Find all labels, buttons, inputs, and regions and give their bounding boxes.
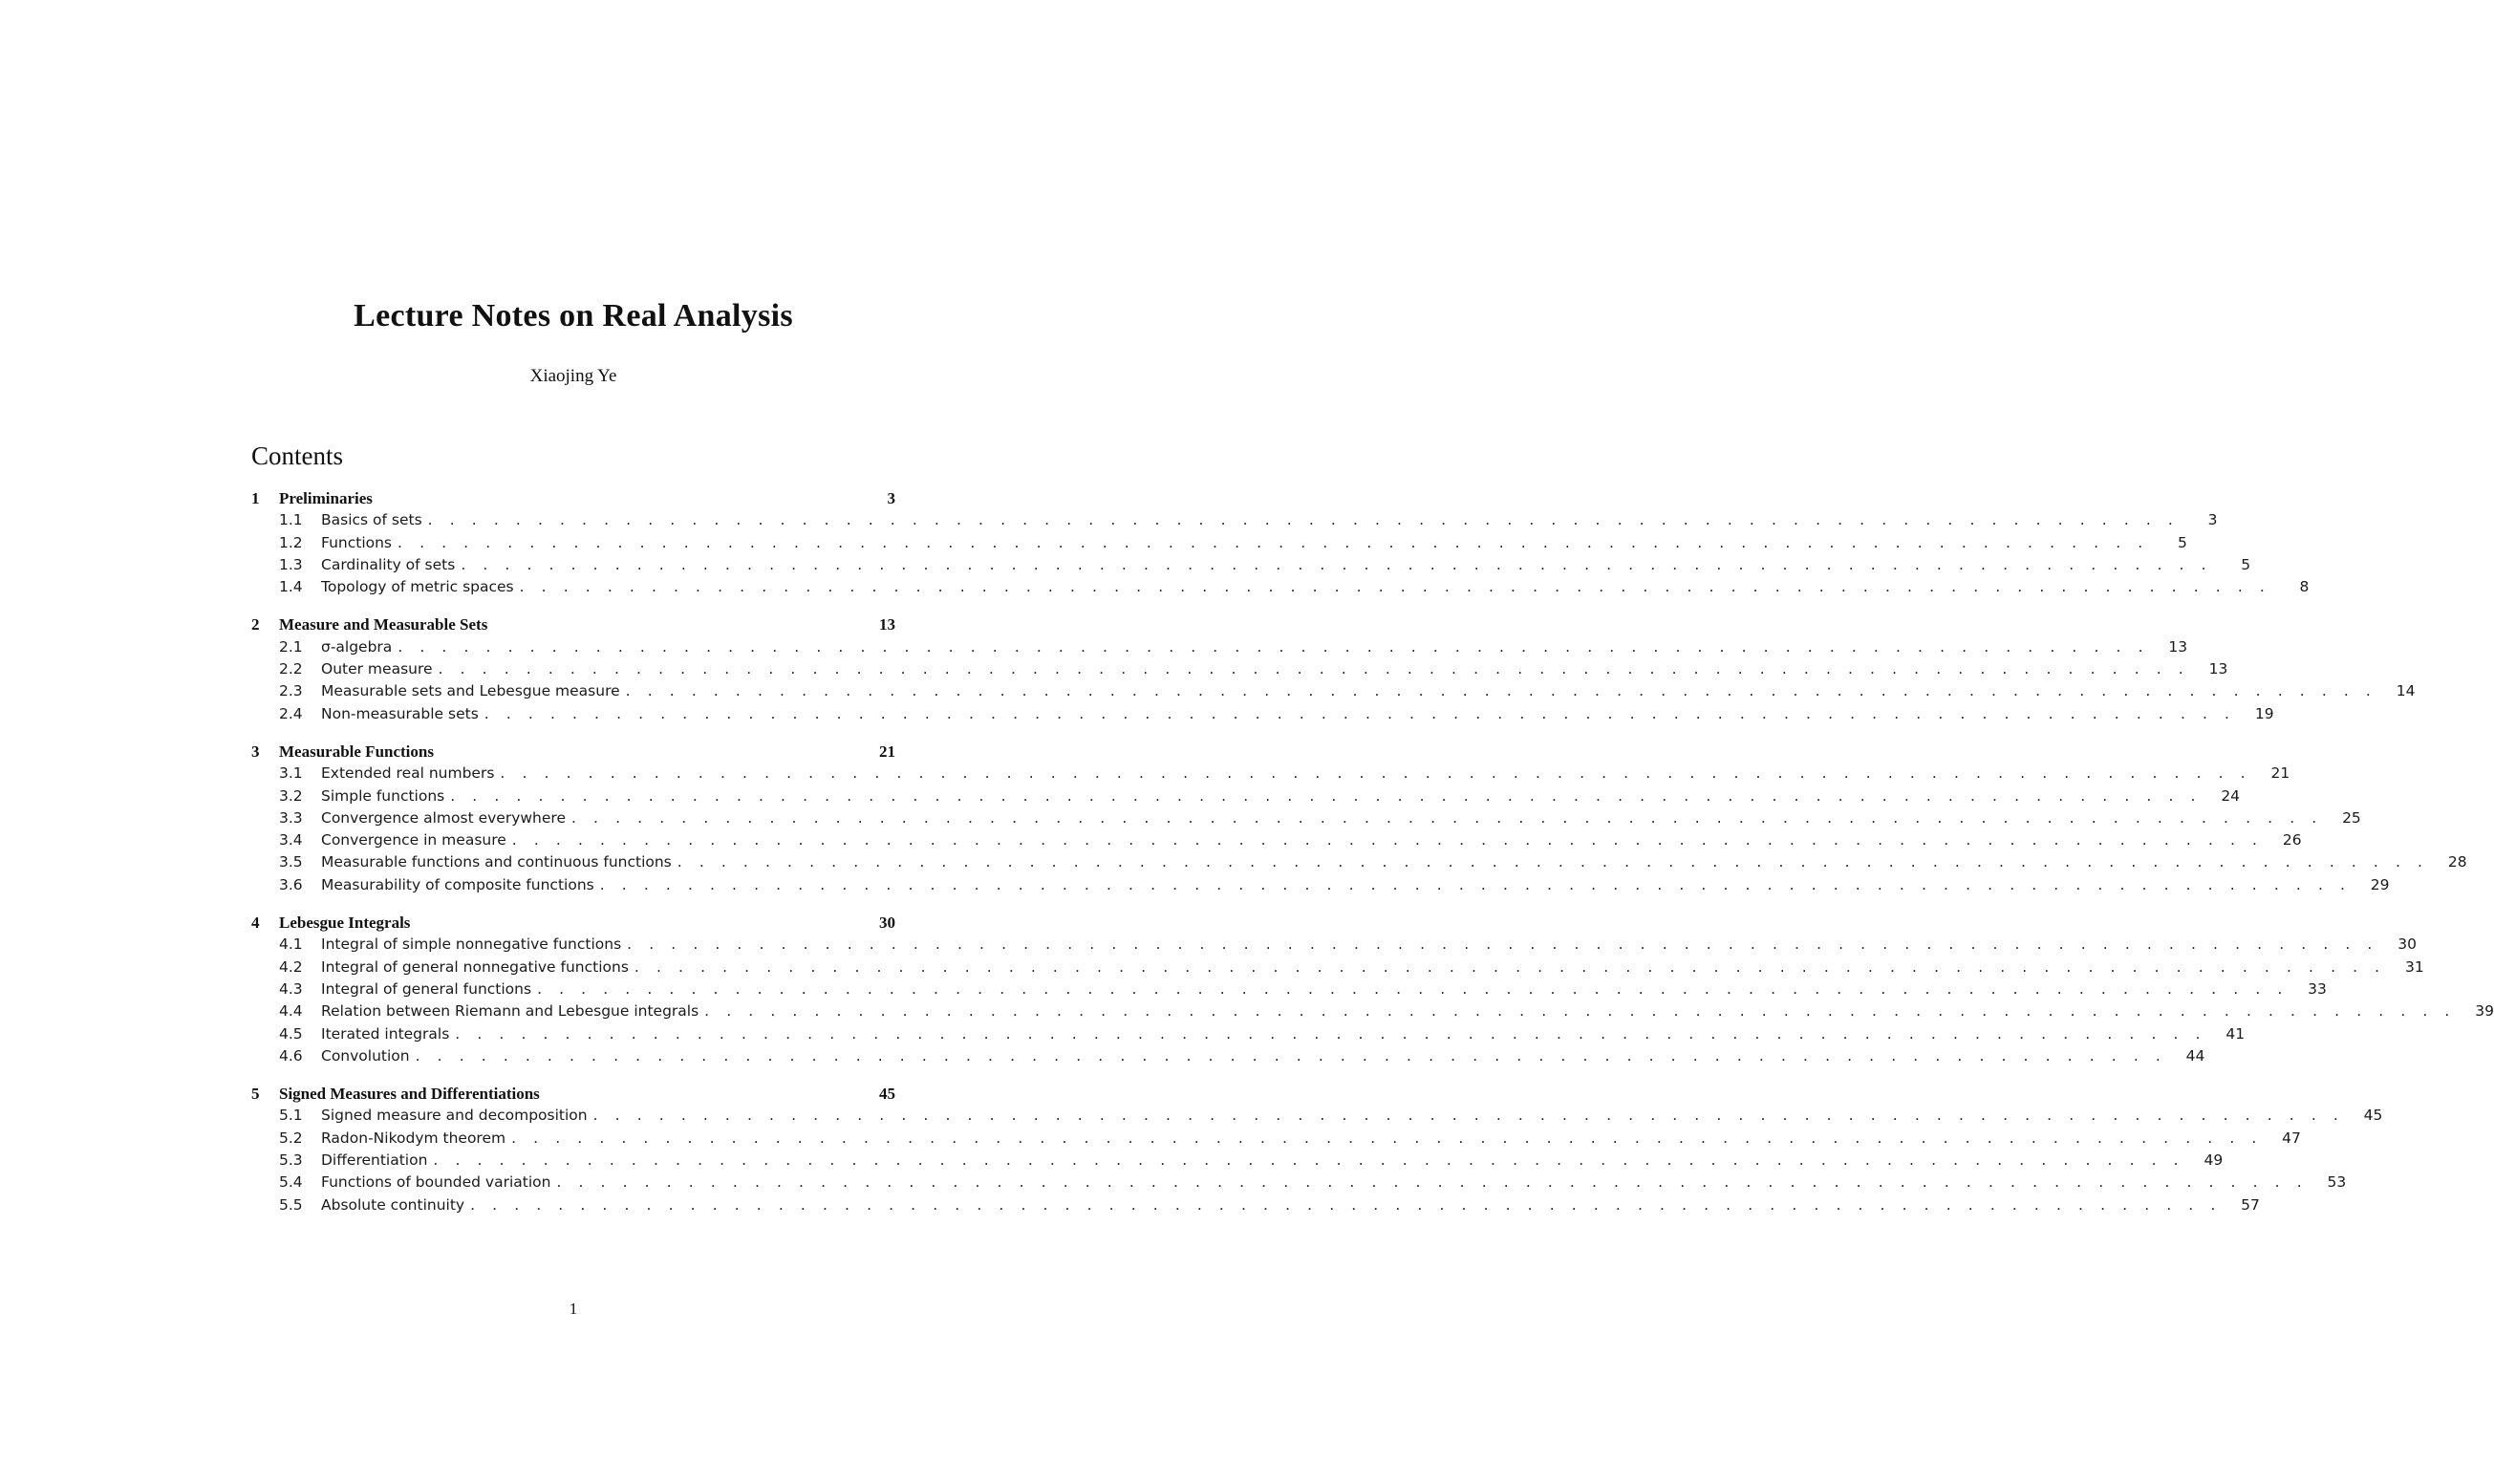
- toc-dot-leader: . . . . . . . . . . . . . . . . . . . . . . . . . . . . . . . . . . . . . . . . . . . . . . . . . . . . . . . . . . . . . . . . . . . . . . . . . . . . . . . .: [625, 682, 2377, 700]
- toc-section-entry[interactable]: [251, 1150, 2224, 1172]
- toc-chapter-title: Measurable Functions: [279, 742, 434, 761]
- toc-section-page: 53: [2327, 1173, 2347, 1192]
- toc-section-page: 5: [2241, 555, 2251, 573]
- toc-section-number: 4.5: [279, 1024, 303, 1043]
- toc-chapter: [251, 741, 2467, 896]
- toc-dot-leader: . . . . . . . . . . . . . . . . . . . . . . . . . . . . . . . . . . . . . . . . . . . . . . . . . . . . . . . . . . . . . . . . . . . . . . . . . . . . . . . .: [511, 831, 2264, 850]
- table-of-contents: [251, 487, 2494, 1232]
- toc-dot-leader: . . . . . . . . . . . . . . . . . . . . . . . . . . . . . . . . . . . . . . . . . . . . . . . . . . . . . . . . . . . . . . . . . . . . . . . . . . . . . . . .: [592, 1107, 2345, 1125]
- toc-section-number: 4.2: [279, 957, 303, 976]
- toc-section-entry[interactable]: [251, 554, 2251, 576]
- toc-section-entry[interactable]: [251, 1000, 2494, 1022]
- toc-section-title: Differentiation: [321, 1151, 428, 1170]
- toc-section-title: Radon-Nikodym theorem: [321, 1129, 506, 1147]
- toc-chapter-title: Measure and Measurable Sets: [279, 615, 488, 634]
- toc-dot-leader: . . . . . . . . . . . . . . . . . . . . . . . . . . . . . . . . . . . . . . . . . . . . . . . . . . . . . . . . . . . . . . . . . . . . . . . . . . . . . . . .: [438, 660, 2190, 678]
- toc-section-number: 3.3: [279, 808, 303, 827]
- toc-dot-leader: . . . . . . . . . . . . . . . . . . . . . . . . . . . . . . . . . . . . . . . . . . . . . . . . . . . . . . . . . . . . . . . . . . . . . . . . . . . . . . . .: [470, 1195, 2222, 1214]
- author-name: Xiaojing Ye: [529, 366, 617, 386]
- toc-section-title: Signed measure and decomposition: [321, 1107, 588, 1125]
- toc-section-title: Functions of bounded variation: [321, 1173, 551, 1192]
- toc-section-page: 30: [2397, 936, 2417, 954]
- toc-section-number: 3.4: [279, 831, 303, 850]
- toc-section-number: 5.4: [279, 1173, 303, 1192]
- toc-section-page: 8: [2299, 578, 2310, 596]
- toc-section-entry[interactable]: [251, 532, 2187, 554]
- toc-section-page: 21: [2270, 764, 2290, 783]
- toc-section-page: 25: [2342, 808, 2361, 827]
- toc-section-entry[interactable]: [251, 785, 2241, 807]
- toc-dot-leader: . . . . . . . . . . . . . . . . . . . . . . . . . . . . . . . . . . . . . . . . . . . . . . . . . . . . . . . . . . . . . . . . . . . . . . . . . . . . . . . .: [433, 1151, 2185, 1170]
- toc-dot-leader: . . . . . . . . . . . . . . . . . . . . . . . . . . . . . . . . . . . . . . . . . . . . . . . . . . . . . . . . . . . . . . . . . . . . . . . . . . . . . . . .: [634, 957, 2386, 976]
- toc-section-page: 3: [2207, 511, 2218, 529]
- toc-section-entry[interactable]: [251, 1045, 2205, 1067]
- toc-dot-leader: . . . . . . . . . . . . . . . . . . . . . . . . . . . . . . . . . . . . . . . . . . . . . . . . . . . . . . . . . . . . . . . . . . . . . . . . . . . . . . . .: [398, 637, 2150, 656]
- toc-section-entry[interactable]: [251, 658, 2228, 680]
- toc-chapter-number: 5: [251, 1085, 260, 1104]
- toc-section-entry[interactable]: [251, 703, 2274, 725]
- toc-dot-leader: . . . . . . . . . . . . . . . . . . . . . . . . . . . . . . . . . . . . . . . . . . . . . . . . . . . . . . . . . . . . . . . . . . . . . . . . . . . . . . . .: [415, 1046, 2167, 1065]
- toc-chapter-title: Preliminaries: [279, 489, 373, 507]
- toc-chapter-page: 13: [879, 615, 895, 634]
- toc-section-title: σ-algebra: [321, 637, 393, 656]
- toc-section-title: Measurable functions and continuous functions: [321, 853, 672, 871]
- toc-section-number: 2.4: [279, 704, 303, 722]
- toc-chapter-title: Signed Measures and Differentiations: [279, 1085, 540, 1104]
- toc-section-title: Measurability of composite functions: [321, 875, 594, 893]
- toc-chapter: [251, 912, 2494, 1067]
- toc-dot-leader: . . . . . . . . . . . . . . . . . . . . . . . . . . . . . . . . . . . . . . . . . . . . . . . . . . . . . . . . . . . . . . . . . . . . . . . . . . . . . . . .: [484, 704, 2236, 722]
- toc-section-entry[interactable]: [251, 576, 2310, 598]
- toc-section-number: 4.4: [279, 1002, 303, 1021]
- toc-section-title: Integral of general nonnegative functions: [321, 957, 629, 976]
- toc-section-number: 1.2: [279, 533, 303, 551]
- toc-section-page: 44: [2185, 1046, 2205, 1065]
- document-title: Lecture Notes on Real Analysis: [354, 298, 793, 333]
- toc-section-number: 5.2: [279, 1129, 303, 1147]
- toc-section-number: 3.6: [279, 875, 303, 893]
- toc-chapter-number: 1: [251, 489, 260, 507]
- toc-section-entry[interactable]: [251, 874, 2390, 896]
- toc-section-number: 2.1: [279, 637, 303, 656]
- toc-section-entry[interactable]: [251, 807, 2361, 829]
- toc-section-page: 47: [2282, 1129, 2301, 1147]
- toc-section-page: 49: [2204, 1151, 2224, 1170]
- toc-section-number: 5.1: [279, 1107, 303, 1125]
- toc-section-entry[interactable]: [251, 763, 2290, 785]
- toc-section-page: 5: [2177, 533, 2187, 551]
- toc-chapter-entry[interactable]: [251, 1083, 895, 1105]
- toc-chapter: [251, 1083, 2383, 1216]
- toc-section-title: Absolute continuity: [321, 1195, 465, 1214]
- toc-chapter-number: 2: [251, 615, 260, 634]
- toc-section-number: 2.3: [279, 682, 303, 700]
- toc-dot-leader: . . . . . . . . . . . . . . . . . . . . . . . . . . . . . . . . . . . . . . . . . . . . . . . . . . . . . . . . . . . . . . . . . . . . . . . . . . . . . . . .: [511, 1129, 2263, 1147]
- toc-chapter-page: 30: [879, 914, 895, 933]
- toc-section-title: Convergence in measure: [321, 831, 506, 850]
- toc-section-number: 1.4: [279, 578, 303, 596]
- toc-section-page: 13: [2208, 660, 2228, 678]
- toc-section-title: Integral of simple nonnegative functions: [321, 936, 622, 954]
- toc-section-page: 33: [2308, 979, 2327, 998]
- toc-section-entry[interactable]: [251, 680, 2416, 702]
- toc-section-entry[interactable]: [251, 851, 2467, 873]
- footer-page-number: 1: [569, 1300, 578, 1318]
- toc-section-title: Cardinality of sets: [321, 555, 456, 573]
- toc-section-page: 13: [2168, 637, 2188, 656]
- toc-chapter: [251, 613, 2416, 724]
- toc-chapter-page: 45: [879, 1085, 895, 1104]
- toc-section-title: Basics of sets: [321, 511, 422, 529]
- toc-section-page: 29: [2370, 875, 2390, 893]
- toc-dot-leader: . . . . . . . . . . . . . . . . . . . . . . . . . . . . . . . . . . . . . . . . . . . . . . . . . . . . . . . . . . . . . . . . . . . . . . . . . . . . . . . .: [677, 853, 2429, 871]
- toc-section-page: 39: [2475, 1002, 2494, 1021]
- toc-section-title: Extended real numbers: [321, 764, 495, 783]
- toc-section-entry[interactable]: [251, 1023, 2246, 1045]
- toc-section-number: 2.2: [279, 660, 303, 678]
- toc-section-number: 3.2: [279, 786, 303, 805]
- toc-section-entry[interactable]: [251, 1128, 2301, 1150]
- toc-section-number: 5.5: [279, 1195, 303, 1214]
- toc-section-title: Convolution: [321, 1046, 410, 1065]
- toc-section-number: 1.1: [279, 511, 303, 529]
- toc-chapter-entry[interactable]: [251, 741, 895, 763]
- toc-section-number: 1.3: [279, 555, 303, 573]
- toc-section-page: 28: [2447, 853, 2467, 871]
- toc-section-page: 31: [2404, 957, 2424, 976]
- toc-dot-leader: . . . . . . . . . . . . . . . . . . . . . . . . . . . . . . . . . . . . . . . . . . . . . . . . . . . . . . . . . . . . . . . . . . . . . . . . . . . . . . . .: [427, 511, 2180, 529]
- toc-section-number: 4.1: [279, 936, 303, 954]
- toc-dot-leader: . . . . . . . . . . . . . . . . . . . . . . . . . . . . . . . . . . . . . . . . . . . . . . . . . . . . . . . . . . . . . . . . . . . . . . . . . . . . . . . .: [500, 764, 2252, 783]
- toc-dot-leader: . . . . . . . . . . . . . . . . . . . . . . . . . . . . . . . . . . . . . . . . . . . . . . . . . . . . . . . . . . . . . . . . . . . . . . . . . . . . . . . .: [450, 786, 2203, 805]
- toc-section-number: 3.1: [279, 764, 303, 783]
- toc-section-page: 24: [2221, 786, 2241, 805]
- toc-section-entry[interactable]: [251, 957, 2424, 979]
- toc-section-title: Measurable sets and Lebesgue measure: [321, 682, 620, 700]
- toc-section-title: Non-measurable sets: [321, 704, 479, 722]
- toc-section-title: Iterated integrals: [321, 1024, 450, 1043]
- toc-section-title: Functions: [321, 533, 393, 551]
- toc-section-number: 5.3: [279, 1151, 303, 1170]
- toc-section-entry[interactable]: [251, 509, 2218, 531]
- toc-dot-leader: . . . . . . . . . . . . . . . . . . . . . . . . . . . . . . . . . . . . . . . . . . . . . . . . . . . . . . . . . . . . . . . . . . . . . . . . . . . . . . . .: [627, 936, 2378, 954]
- toc-section-entry[interactable]: [251, 829, 2302, 851]
- toc-section-page: 41: [2225, 1024, 2246, 1043]
- toc-section-entry[interactable]: [251, 934, 2417, 956]
- toc-dot-leader: . . . . . . . . . . . . . . . . . . . . . . . . . . . . . . . . . . . . . . . . . . . . . . . . . . . . . . . . . . . . . . . . . . . . . . . . . . . . . . . .: [704, 1002, 2456, 1021]
- toc-chapter-number: 4: [251, 914, 260, 933]
- contents-heading: Contents: [251, 441, 344, 470]
- toc-dot-leader: . . . . . . . . . . . . . . . . . . . . . . . . . . . . . . . . . . . . . . . . . . . . . . . . . . . . . . . . . . . . . . . . . . . . . . . . . . . . . . . .: [571, 808, 2323, 827]
- toc-chapter-page: 21: [879, 742, 895, 761]
- toc-section-title: Topology of metric spaces: [321, 578, 514, 596]
- toc-section-title: Simple functions: [321, 786, 445, 805]
- toc-chapter: [251, 487, 2310, 598]
- toc-section-number: 4.6: [279, 1046, 303, 1065]
- toc-section-page: 19: [2254, 704, 2274, 722]
- toc-section-page: 57: [2241, 1195, 2260, 1214]
- toc-section-title: Integral of general functions: [321, 979, 532, 998]
- toc-chapter-title: Lebesgue Integrals: [279, 914, 411, 933]
- toc-dot-leader: . . . . . . . . . . . . . . . . . . . . . . . . . . . . . . . . . . . . . . . . . . . . . . . . . . . . . . . . . . . . . . . . . . . . . . . . . . . . . . . .: [398, 533, 2149, 551]
- toc-chapter-entry[interactable]: [251, 613, 895, 635]
- toc-section-number: 4.3: [279, 979, 303, 998]
- toc-chapter-number: 3: [251, 742, 260, 761]
- toc-dot-leader: . . . . . . . . . . . . . . . . . . . . . . . . . . . . . . . . . . . . . . . . . . . . . . . . . . . . . . . . . . . . . . . . . . . . . . . . . . . . . . . .: [599, 875, 2352, 893]
- toc-chapter-entry[interactable]: [251, 487, 895, 509]
- toc-dot-leader: . . . . . . . . . . . . . . . . . . . . . . . . . . . . . . . . . . . . . . . . . . . . . . . . . . . . . . . . . . . . . . . . . . . . . . . . . . . . . . . .: [537, 979, 2289, 998]
- toc-chapter-page: 3: [887, 489, 895, 507]
- toc-section-entry[interactable]: [251, 1105, 2383, 1127]
- toc-section-number: 3.5: [279, 853, 303, 871]
- toc-section-entry[interactable]: [251, 1172, 2347, 1194]
- toc-dot-leader: . . . . . . . . . . . . . . . . . . . . . . . . . . . . . . . . . . . . . . . . . . . . . . . . . . . . . . . . . . . . . . . . . . . . . . . . . . . . . . . .: [461, 555, 2213, 573]
- toc-dot-leader: . . . . . . . . . . . . . . . . . . . . . . . . . . . . . . . . . . . . . . . . . . . . . . . . . . . . . . . . . . . . . . . . . . . . . . . . . . . . . . . .: [556, 1173, 2309, 1192]
- toc-dot-leader: . . . . . . . . . . . . . . . . . . . . . . . . . . . . . . . . . . . . . . . . . . . . . . . . . . . . . . . . . . . . . . . . . . . . . . . . . . . . . . . .: [519, 578, 2271, 596]
- toc-section-page: 26: [2282, 831, 2302, 850]
- toc-dot-leader: . . . . . . . . . . . . . . . . . . . . . . . . . . . . . . . . . . . . . . . . . . . . . . . . . . . . . . . . . . . . . . . . . . . . . . . . . . . . . . . .: [455, 1024, 2207, 1043]
- toc-section-entry[interactable]: [251, 1194, 2260, 1216]
- toc-section-page: 45: [2363, 1107, 2383, 1125]
- toc-chapter-entry[interactable]: [251, 912, 895, 934]
- toc-section-title: Relation between Riemann and Lebesgue integrals: [321, 1002, 699, 1021]
- toc-section-entry[interactable]: [251, 979, 2327, 1000]
- toc-section-entry[interactable]: [251, 636, 2188, 658]
- toc-section-title: Outer measure: [321, 660, 433, 678]
- toc-section-title: Convergence almost everywhere: [321, 808, 566, 827]
- toc-section-page: 14: [2396, 682, 2416, 700]
